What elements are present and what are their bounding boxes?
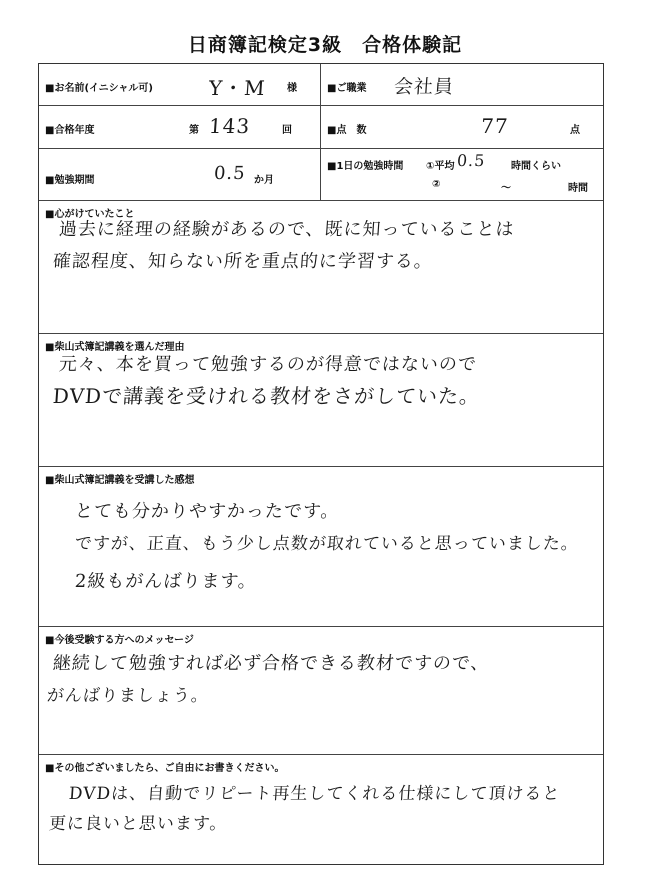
daily-time-label: ■1日の勉強時間	[327, 161, 404, 172]
name-label: ■お名前(イニシャル可)	[45, 83, 153, 94]
section-impression	[39, 467, 603, 627]
study-period-suffix: か月	[254, 175, 274, 186]
impression-line-1: とても分かりやすかったです。	[74, 501, 341, 522]
study-period-label: ■勉強期間	[45, 175, 95, 186]
section-mindful	[39, 201, 603, 334]
occupation-value: 会社員	[393, 76, 455, 98]
daily-line2-suffix: 時間	[568, 183, 588, 194]
divider	[320, 149, 321, 200]
experience-form	[38, 63, 604, 865]
impression-line-2: ですが、正直、もう少し点数が取れていると思っていました。	[74, 534, 580, 554]
mindful-line-2: 確認程度、知らない所を重点的に学習する。	[52, 251, 434, 272]
daily-line1-suffix: 時間くらい	[511, 161, 561, 172]
impression-line-3: 2級もがんばります。	[74, 571, 258, 592]
impression-label: ■柴山式簿記講義を受講した感想	[45, 475, 195, 486]
daily-line2-value: ～	[501, 183, 511, 194]
name-suffix: 様	[287, 83, 297, 94]
pass-year-value: 143	[208, 114, 252, 138]
pass-year-label: ■合格年度	[45, 125, 95, 136]
daily-line2-prefix: ②	[432, 179, 441, 190]
row-name-occupation	[39, 64, 603, 106]
section-reason	[39, 334, 603, 467]
pass-year-suffix: 回	[282, 125, 292, 136]
message-line-1: 継続して勉強すれば必ず合格できる教材ですので、	[52, 653, 491, 674]
pass-year-prefix: 第	[189, 125, 199, 136]
message-line-2: がんばりましょう。	[46, 686, 210, 706]
row-period-daily	[39, 149, 603, 201]
mindful-line-1: 過去に経理の経験があるので、既に知っていることは	[58, 219, 516, 240]
reason-label: ■柴山式簿記講義を選んだ理由	[45, 342, 185, 353]
other-label: ■その他ございましたら、ご自由にお書きください。	[45, 763, 285, 774]
score-value: 77	[480, 114, 510, 138]
section-other	[39, 755, 603, 864]
divider	[320, 106, 321, 148]
score-label: ■点 数	[327, 125, 367, 136]
occupation-label: ■ご職業	[327, 83, 367, 94]
other-line-2: 更に良いと思います。	[48, 814, 229, 834]
daily-line1-value: 0.5	[456, 151, 487, 170]
reason-line-1: 元々、本を買って勉強するのが得意ではないので	[58, 354, 478, 375]
study-period-value: 0.5	[213, 163, 247, 184]
section-message	[39, 627, 603, 755]
reason-line-2: DVDで講義を受けれる教材をさがしていた。	[52, 384, 481, 408]
row-year-score	[39, 106, 603, 149]
score-suffix: 点	[570, 125, 580, 136]
mindful-label: ■心がけていたこと	[45, 209, 135, 220]
name-value: Y・M	[208, 76, 267, 100]
page-title: 日商簿記検定3級 合格体験記	[187, 34, 463, 56]
divider	[320, 64, 321, 105]
other-line-1: DVDは、自動でリピート再生してくれる仕様にして頂けると	[68, 784, 562, 804]
daily-line1-prefix: ①平均	[426, 161, 455, 172]
message-label: ■今後受験する方へのメッセージ	[45, 635, 194, 646]
